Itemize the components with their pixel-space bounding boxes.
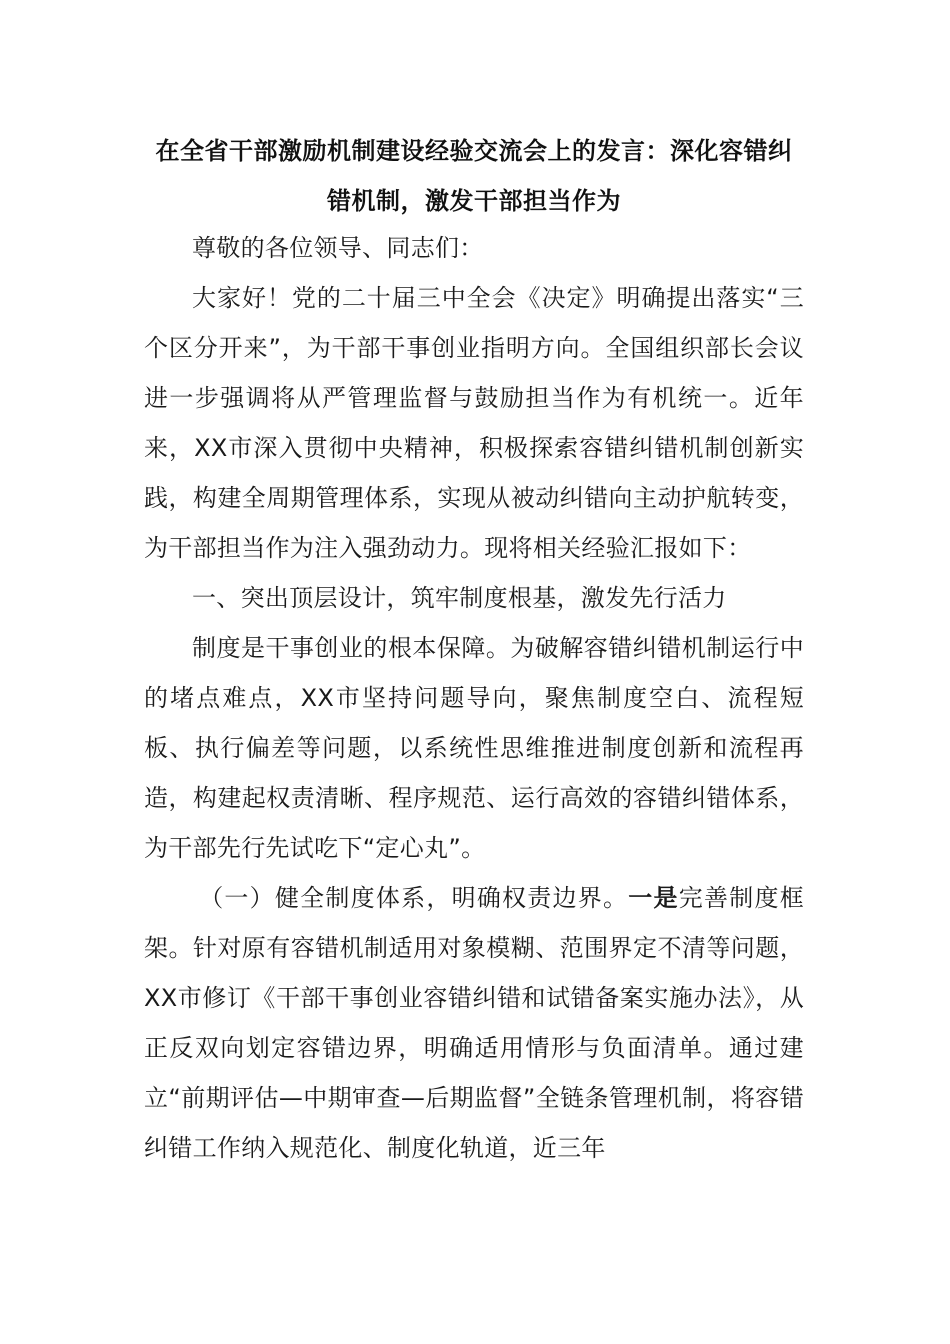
section-1-paragraph: 制度是干事创业的根本保障。为破解容错纠错机制运行中的堵点难点，XX市坚持问题导向，聚焦制度空白、流程短板、执行偏差等问题，以系统性思维推进制度创新和流程再造，构建起权责清晰、程序规范、运行高效的容错纠错体系，为干部先行先试吃下“定心丸”。 (144, 634, 804, 862)
subsection-1-point-text: 完善制度框架。针对原有容错机制适用对象模糊、范围界定不清等问题，XX市修订《干部干事创业容错纠错和试错备案实施办法》，从正反双向划定容错边界，明确适用情形与负面清单。通过建立“前期评估—中期审查—后期监督”全链条管理机制，将容错纠错工作纳入规范化、制度化轨道，近三年 (144, 884, 804, 1162)
document-body (144, 223, 804, 1173)
document-content (144, 126, 804, 1173)
subsection-1-paragraph (144, 873, 804, 1173)
subsection-1-point-label: 一是 (628, 884, 679, 912)
section-1-heading: 一、突出顶层设计，筑牢制度根基，激发先行活力 (192, 584, 727, 612)
subsection-1-heading: （一）健全制度体系，明确权责边界。 (199, 884, 629, 912)
document-title: 在全省干部激励机制建设经验交流会上的发言：深化容错纠错机制，激发干部担当作为 (155, 137, 793, 215)
salutation: 尊敬的各位领导、同志们： (192, 234, 484, 262)
intro-paragraph: 大家好！党的二十届三中全会《决定》明确提出落实“三个区分开来”，为干部干事创业指明方向。全国组织部长会议进一步强调将从严管理监督与鼓励担当作为有机统一。近年来，XX市深入贯彻中央精神，积极探索容错纠错机制创新实践，构建全周期管理体系，实现从被动纠错向主动护航转变，为干部担当作为注入强劲动力。现将相关经验汇报如下： (144, 284, 804, 562)
